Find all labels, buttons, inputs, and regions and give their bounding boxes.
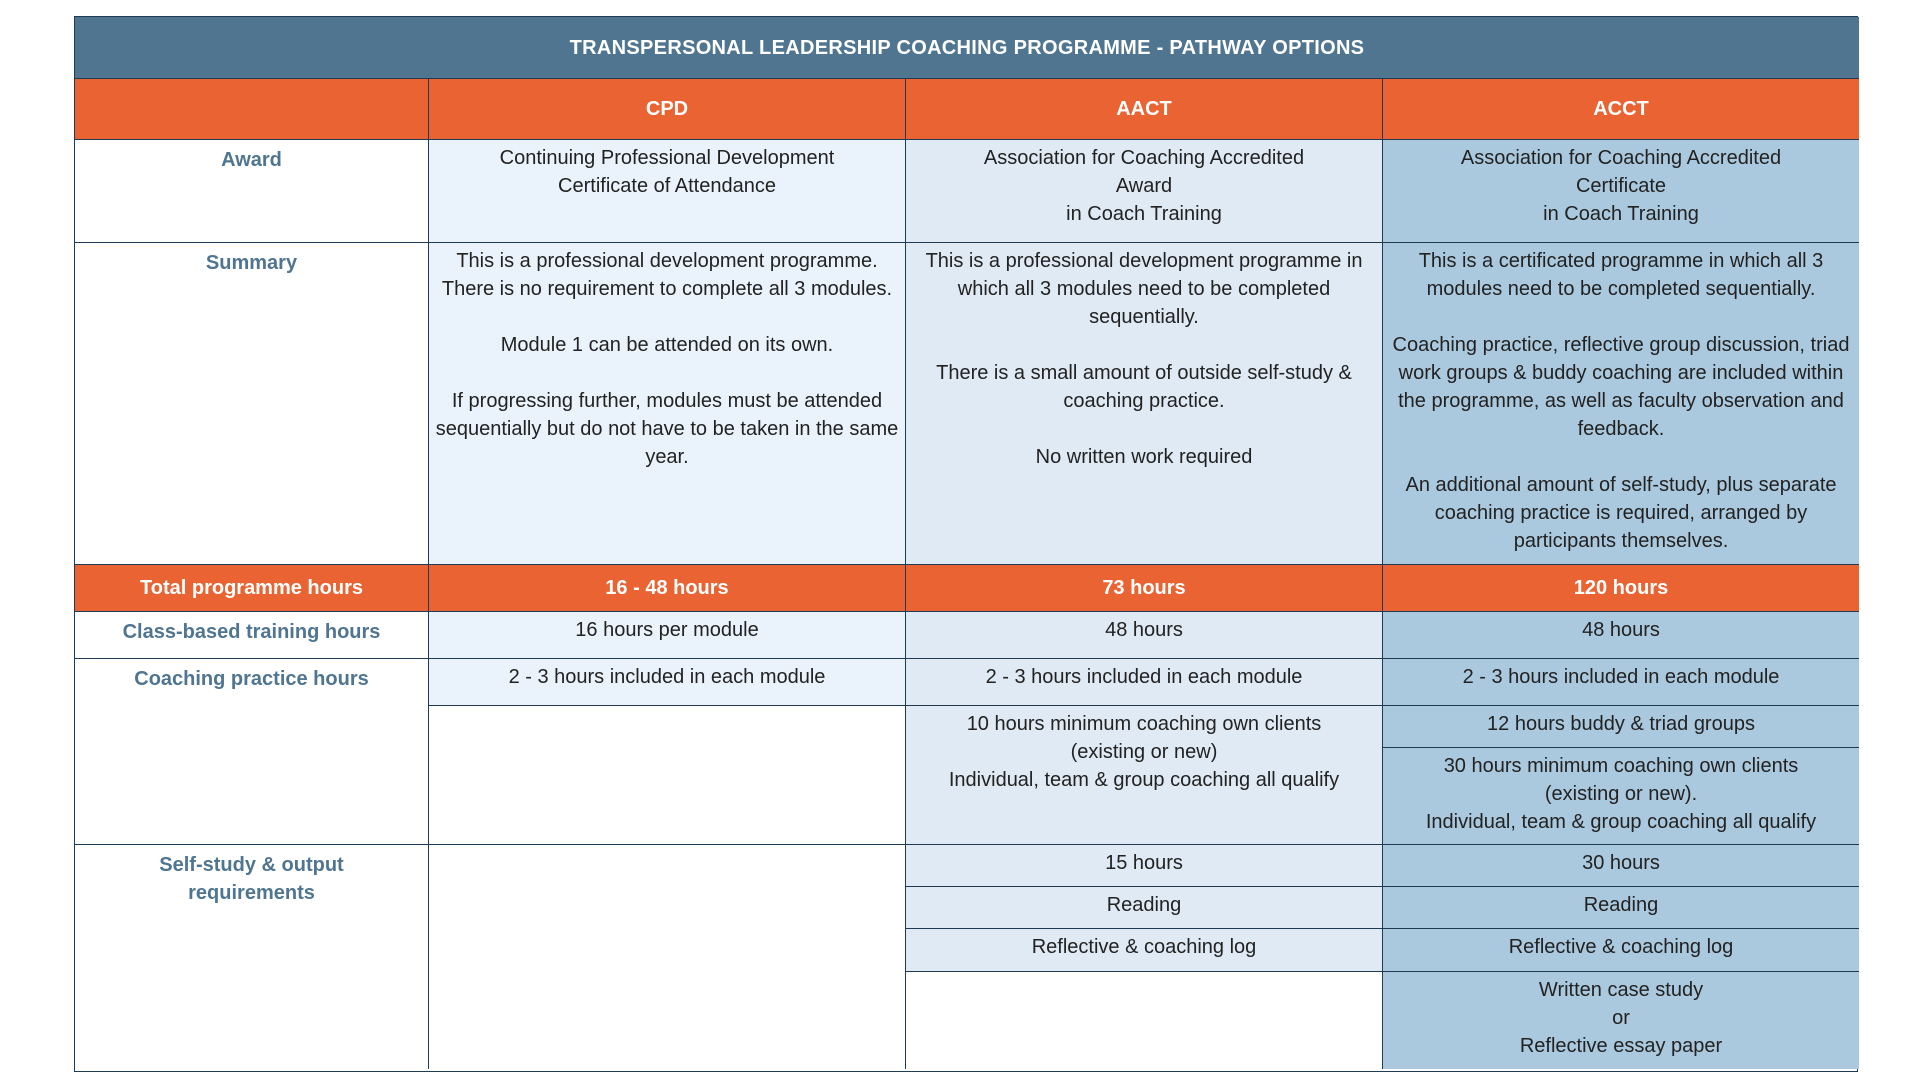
header-blank-cell [75,79,429,140]
coaching-log-acct: Reflective & coaching log [1383,929,1859,972]
class-hours-aact: 48 hours [906,612,1383,659]
summary-cpd: This is a professional development programme. There is no requirement to complete all 3 modules. Module 1 can be attended on its own. If progressing further, modules must be attended sequentially but do not have to be taken in the same year. [429,243,906,565]
coaching-own-clients-aact: 10 hours minimum coaching own clients (existing or new) Individual, team & group coaching all qualify [906,706,1383,845]
award-cpd: Continuing Professional Development Certificate of Attendance [429,140,906,243]
row-label-award: Award [75,140,429,243]
coaching-log-aact: Reflective & coaching log [906,929,1383,972]
header-acct: ACCT [1383,79,1859,140]
row-label-summary: Summary [75,243,429,565]
coaching-included-cpd: 2 - 3 hours included in each module [429,659,906,706]
coaching-included-acct: 2 - 3 hours included in each module [1383,659,1859,706]
header-cpd: CPD [429,79,906,140]
total-hours-aact: 73 hours [906,565,1383,612]
coaching-included-aact: 2 - 3 hours included in each module [906,659,1383,706]
summary-aact: This is a professional development programme in which all 3 modules need to be completed sequentially. There is a small amount of outside self-study & coaching practice. No written work required [906,243,1383,565]
coaching-empty-cpd [429,706,906,845]
summary-acct: This is a certificated programme in which all 3 modules need to be completed sequentially. Coaching practice, reflective group discussion, triad work groups & buddy coaching are included within the programme, as well as faculty observation and feedback. An additional amount of self-study, plus separate coaching practice is required, arranged by participants themselves. [1383,243,1859,565]
coaching-buddy-triad-acct: 12 hours buddy & triad groups [1383,706,1859,748]
pathway-options-table [74,16,1858,1072]
row-label-class-hours: Class-based training hours [75,612,429,659]
written-output-acct: Written case study or Reflective essay paper [1383,972,1859,1069]
row-label-coaching-practice: Coaching practice hours [75,659,429,845]
class-hours-acct: 48 hours [1383,612,1859,659]
header-aact: AACT [906,79,1383,140]
award-aact: Association for Coaching Accredited Award in Coach Training [906,140,1383,243]
coaching-own-clients-acct: 30 hours minimum coaching own clients (existing or new). Individual, team & group coaching all qualify [1383,748,1859,845]
class-hours-cpd: 16 hours per module [429,612,906,659]
reading-aact: Reading [906,887,1383,929]
row-label-self-study: Self-study & output requirements [75,845,429,1069]
total-hours-cpd: 16 - 48 hours [429,565,906,612]
table-title: TRANSPERSONAL LEADERSHIP COACHING PROGRAMME - PATHWAY OPTIONS [75,17,1859,79]
self-study-hours-acct: 30 hours [1383,845,1859,887]
self-study-hours-aact: 15 hours [906,845,1383,887]
award-acct: Association for Coaching Accredited Certificate in Coach Training [1383,140,1859,243]
row-label-total-hours: Total programme hours [75,565,429,612]
total-hours-acct: 120 hours [1383,565,1859,612]
reading-acct: Reading [1383,887,1859,929]
output-empty-aact [906,972,1383,1069]
self-study-empty-cpd [429,845,906,1069]
